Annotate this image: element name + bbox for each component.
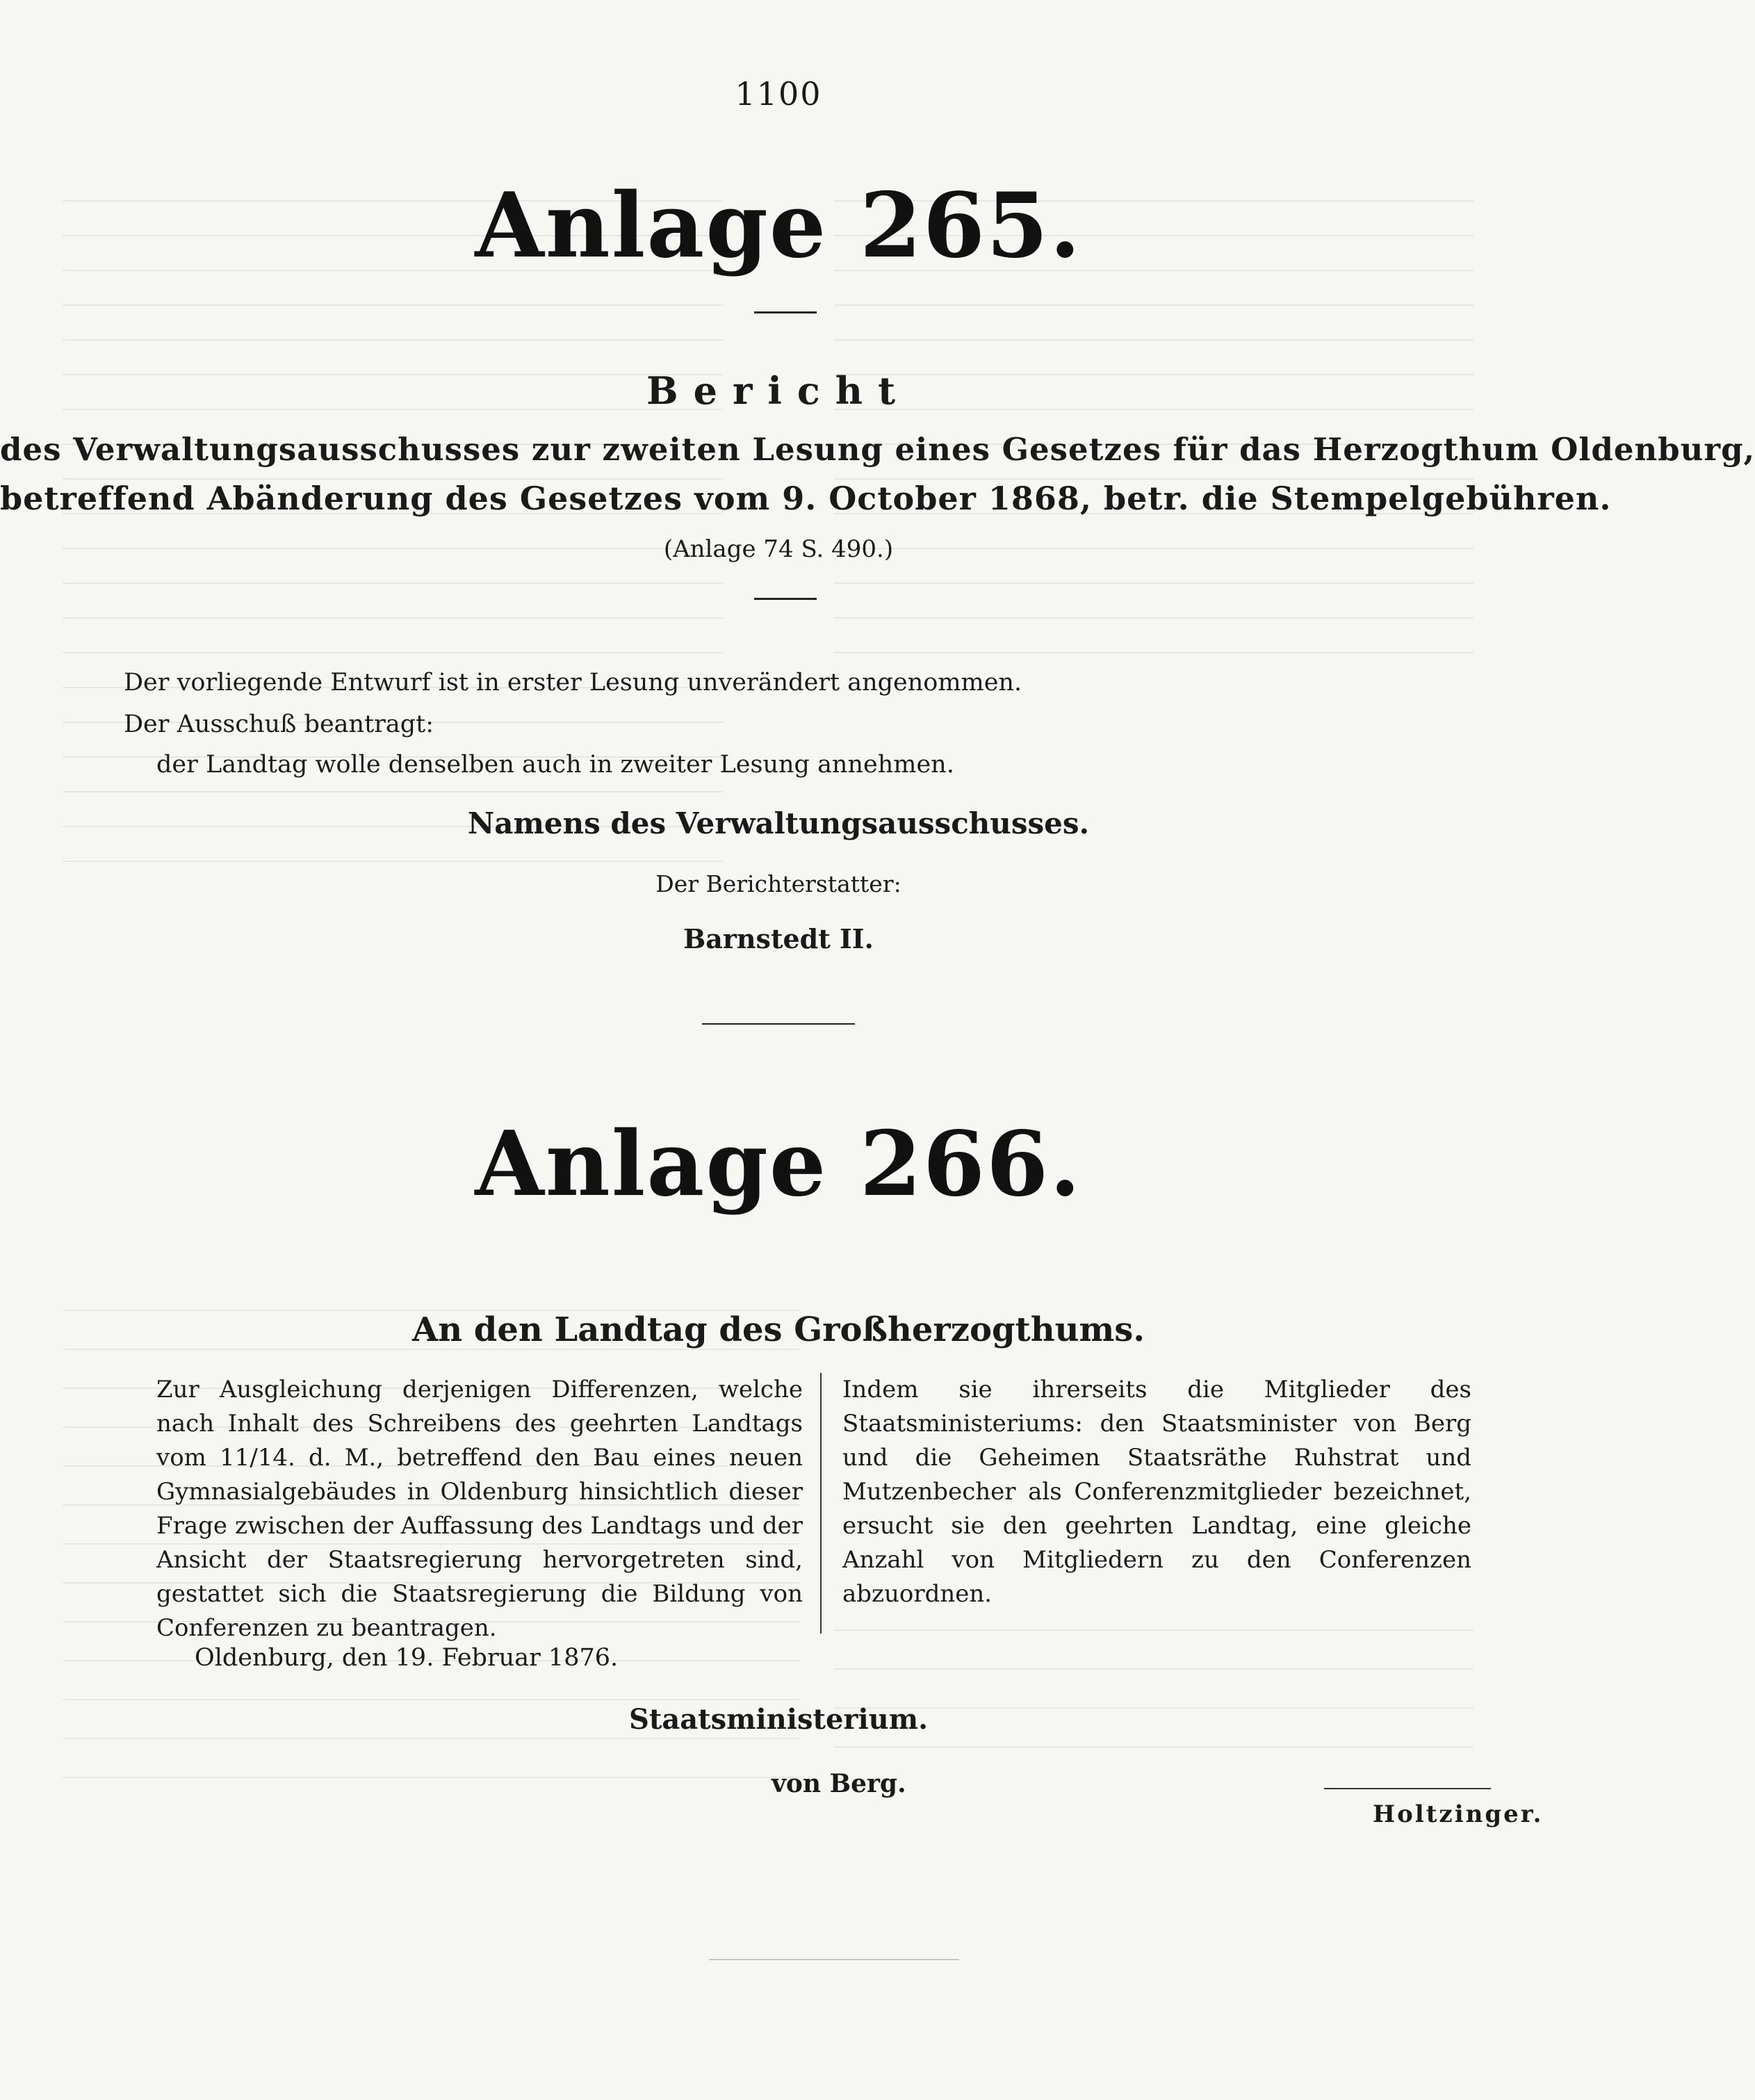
section-divider xyxy=(702,1023,855,1025)
body-line-2: Der Ausschuß beantragt: xyxy=(124,710,434,738)
bericht-line-2: betreffend Abänderung des Gesetzes vom 9. October 1868, betr. die Stempelgebühren. xyxy=(0,480,1612,517)
addressee-heading: An den Landtag des Großherzogthums. xyxy=(411,1310,1145,1349)
right-column-text: Indem sie ihrerseits die Mitglieder des Staatsministeriums: den Staatsminister von Berg und die Geheimen Staatsräthe Ruhstrat und Mutzenbecher als Conferenzmitglieder bezeichnet, ersucht sie den geehrten Landtag, eine gleiche Anzahl von Mitgliedern zu den Conferenzen abzuordnen. xyxy=(842,1376,1471,1608)
bericht-line-1: des Verwaltungsausschusses zur zweiten Lesung eines Gesetzes für das Herzogthum Oldenburg, xyxy=(0,431,1755,468)
authority-name: Staatsministerium. xyxy=(628,1703,929,1736)
bericht-heading: Bericht xyxy=(646,368,911,413)
reference-rule xyxy=(754,598,817,600)
page-number: 1100 xyxy=(735,75,822,113)
bleed-rule xyxy=(709,1959,959,1960)
bleed-through-lower-right xyxy=(834,1599,1474,1780)
signature-rule xyxy=(1324,1788,1491,1789)
title-rule xyxy=(754,311,817,314)
column-divider xyxy=(820,1373,822,1634)
anlage-265-title: Anlage 265. xyxy=(475,174,1082,278)
namens-line: Namens des Verwaltungsausschusses. xyxy=(467,806,1090,840)
body-line-1: Der vorliegende Entwurf ist in erster Lesung unverändert angenommen. xyxy=(124,669,1022,697)
place-date: Oldenburg, den 19. Februar 1876. xyxy=(195,1644,619,1672)
anlage-266-title: Anlage 266. xyxy=(475,1112,1082,1216)
bericht-reference: (Anlage 74 S. 490.) xyxy=(663,535,894,563)
signature-holtzinger: Holtzinger. xyxy=(1373,1800,1544,1828)
left-column-text: Zur Ausgleichung derjenigen Differenzen, welche nach Inhalt des Schreibens des geehrten Landtags vom 11/14. d. M., betreffend den Bau eines neuen Gymnasialgebäudes in Oldenburg hinsichtlich dieser Frage zwischen der Auffassung des Landtags und der Ansicht der Staatsregierung hervorgetreten sind, gestattet sich die Staatsregierung die Bildung von Conferenzen zu beantragen. xyxy=(156,1376,803,1642)
berichterstatter-name: Barnstedt II. xyxy=(683,923,874,954)
signature-von-berg: von Berg. xyxy=(772,1769,906,1798)
body-line-3: der Landtag wolle denselben auch in zweiter Lesung annehmen. xyxy=(156,751,954,779)
berichterstatter-label: Der Berichterstatter: xyxy=(655,870,901,897)
